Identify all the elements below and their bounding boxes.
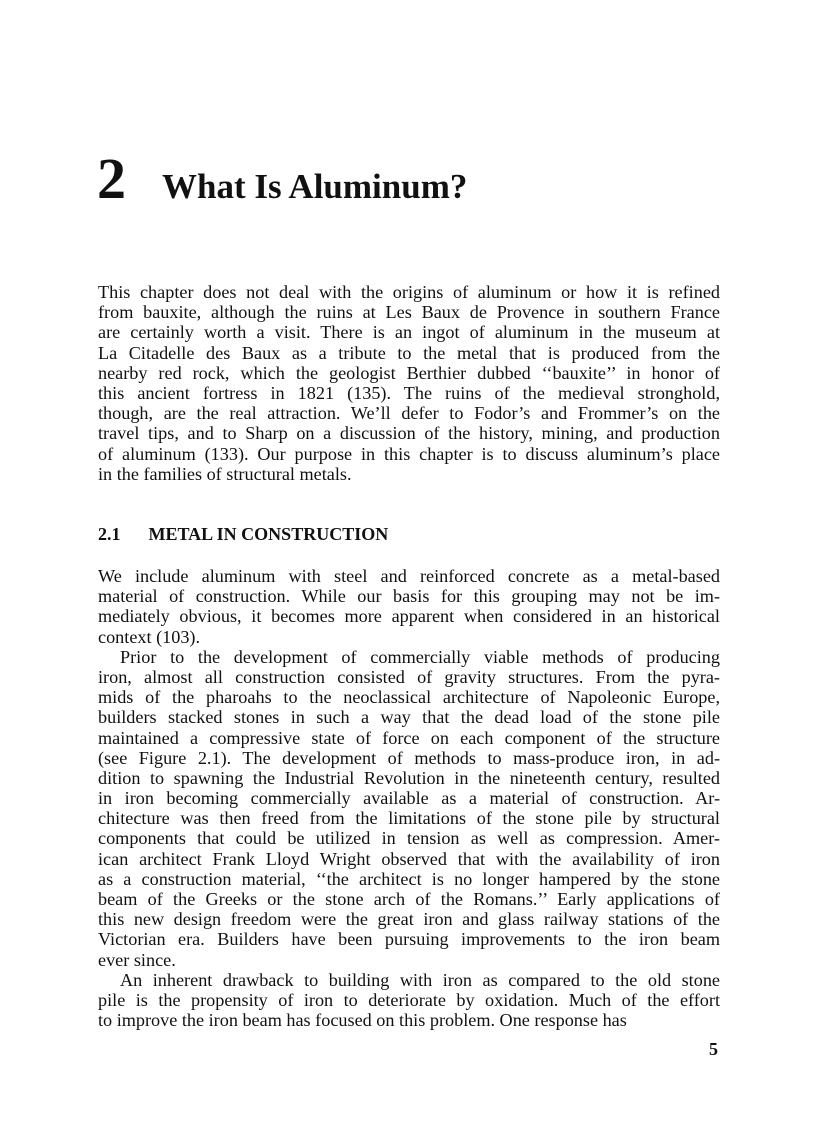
- text-line: ican architect Frank Lloyd Wright observed that with the availability of iron: [98, 848, 720, 869]
- text-line: La Citadelle des Baux as a tribute to the metal that is produced from the: [98, 342, 720, 363]
- text-line: this new design freedom were the great iron and glass railway stations of the: [98, 909, 720, 930]
- section-body: [98, 566, 720, 1030]
- chapter-heading: [97, 146, 468, 211]
- text-line: (see Figure 2.1). The development of methods to mass-produce iron, in ad-: [98, 747, 720, 768]
- text-line: nearby red rock, which the geologist Berthier dubbed ‘‘bauxite’’ in honor of: [98, 362, 720, 383]
- chapter-number: 2: [97, 146, 126, 211]
- intro-paragraph: [98, 282, 720, 484]
- text-line: mediately obvious, it becomes more apparent when considered in an historical: [98, 606, 720, 627]
- text-line: mids of the pharoahs to the neoclassical architecture of Napoleonic Europe,: [98, 687, 720, 708]
- text-line: as a construction material, ‘‘the architect is no longer hampered by the stone: [98, 868, 720, 889]
- text-line: Prior to the development of commercially viable methods of producing: [120, 646, 720, 667]
- text-line: from bauxite, although the ruins at Les Baux de Provence in southern France: [98, 302, 720, 323]
- text-line: pile is the propensity of iron to deteriorate by oxidation. Much of the effort: [98, 989, 720, 1010]
- text-line: context (103).: [98, 626, 201, 647]
- page-number: 5: [709, 1039, 718, 1059]
- text-line: of aluminum (133). Our purpose in this chapter is to discuss aluminum’s place: [98, 443, 720, 464]
- text-line: iron, almost all construction consisted of gravity structures. From the pyra-: [98, 666, 720, 687]
- chapter-title: What Is Aluminum?: [162, 167, 468, 206]
- text-line: beam of the Greeks or the stone arch of the Romans.’’ Early applications of: [98, 889, 720, 909]
- section-heading: [98, 524, 388, 545]
- section-number: 2.1: [98, 524, 121, 544]
- text-line: in the families of structural metals.: [98, 463, 352, 484]
- text-line: components that could be utilized in tension as well as compression. Amer-: [98, 828, 720, 849]
- text-line: ever since.: [98, 949, 176, 970]
- text-line: travel tips, and to Sharp on a discussion of the history, mining, and production: [98, 423, 720, 444]
- text-line: dition to spawning the Industrial Revolution in the nineteenth century, resulted: [98, 767, 720, 788]
- text-line: maintained a compressive state of force on each component of the structure: [98, 727, 720, 748]
- text-line: in iron becoming commercially available as a material of construction. Ar-: [98, 788, 720, 809]
- text-line: We include aluminum with steel and reinforced concrete as a metal-based: [98, 566, 720, 586]
- text-line: are certainly worth a visit. There is an ingot of aluminum in the museum at: [98, 322, 720, 343]
- text-line: to improve the iron beam has focused on this problem. One response has: [98, 1010, 627, 1031]
- text-line: Victorian era. Builders have been pursuing improvements to the iron beam: [98, 929, 720, 950]
- text-line: An inherent drawback to building with iron as compared to the old stone: [120, 969, 720, 990]
- text-line: This chapter does not deal with the origins of aluminum or how it is refined: [98, 282, 720, 302]
- text-line: though, are the real attraction. We’ll defer to Fodor’s and Frommer’s on the: [98, 403, 720, 424]
- section-title: METAL IN CONSTRUCTION: [148, 524, 389, 544]
- text-line: chitecture was then freed from the limitations of the stone pile by structural: [98, 808, 720, 829]
- text-line: builders stacked stones in such a way that the dead load of the stone pile: [98, 707, 720, 728]
- text-line: this ancient fortress in 1821 (135). The ruins of the medieval stronghold,: [98, 382, 720, 403]
- text-line: material of construction. While our basis for this grouping may not be im-: [98, 586, 720, 607]
